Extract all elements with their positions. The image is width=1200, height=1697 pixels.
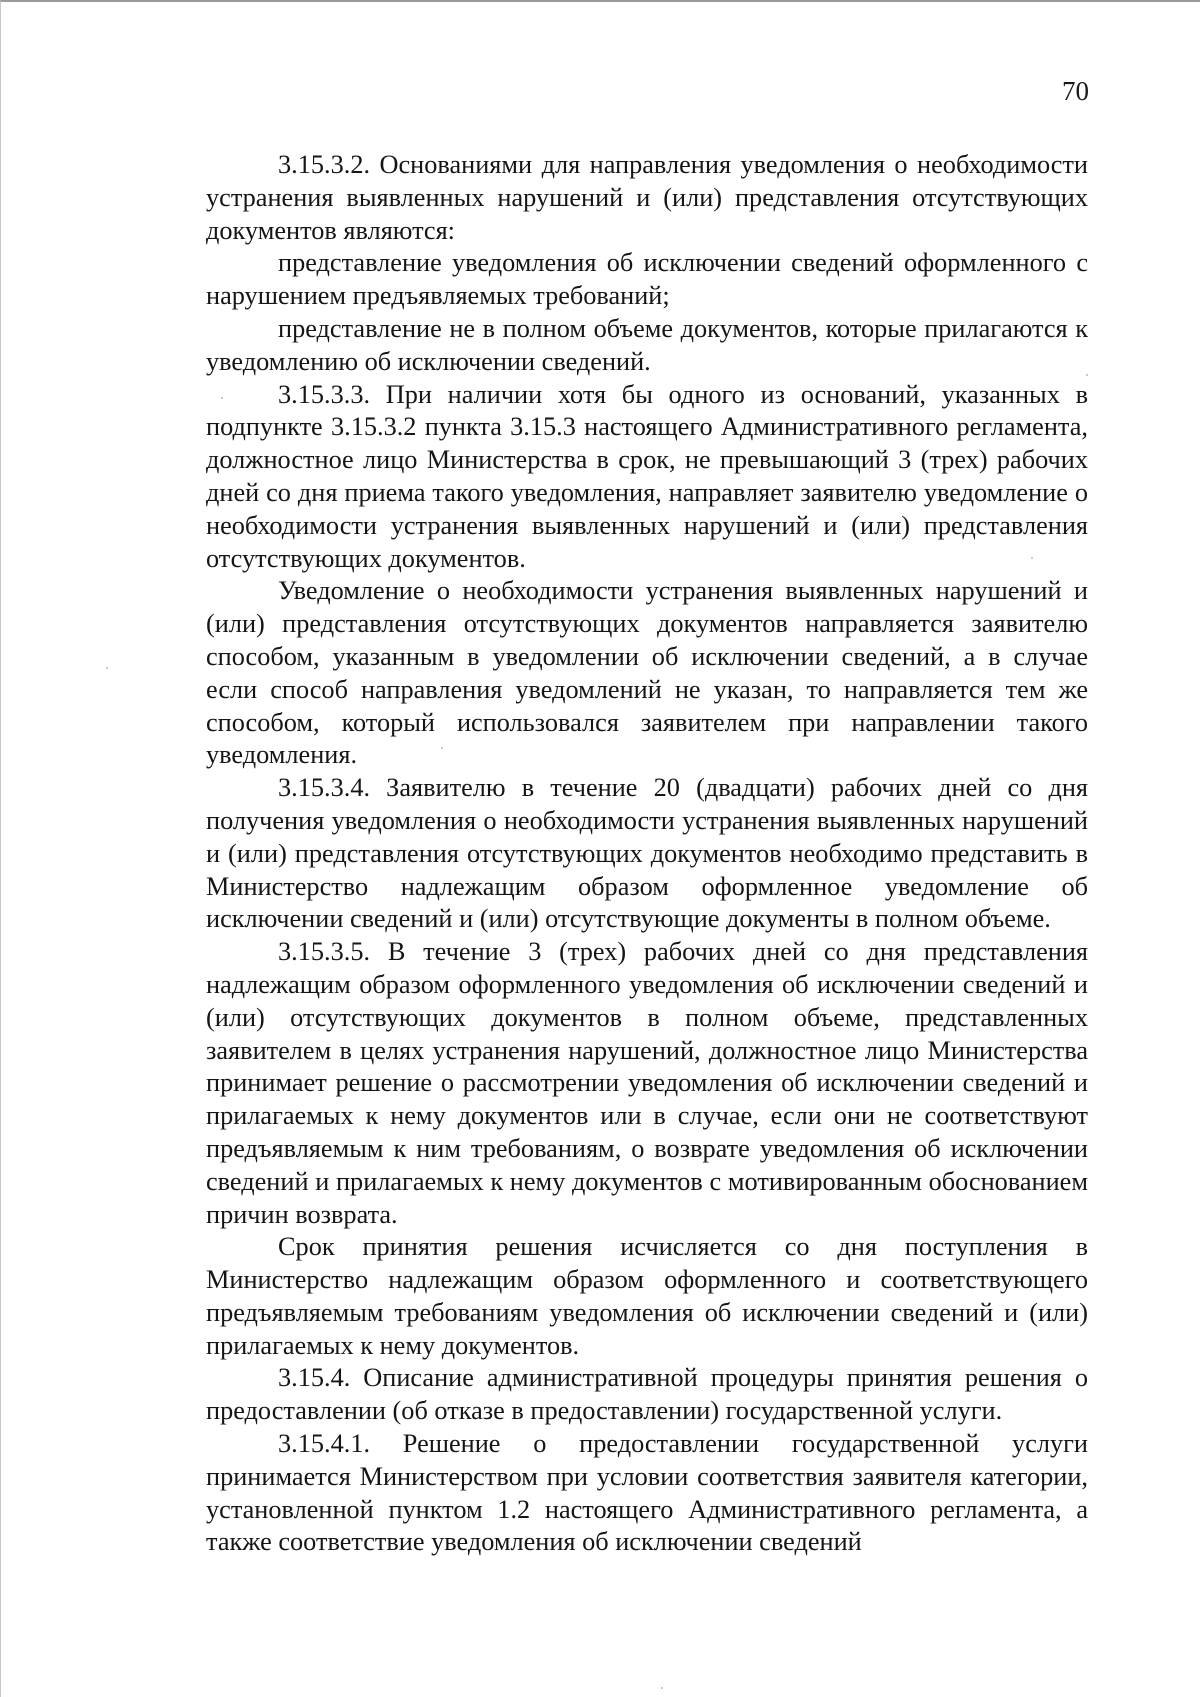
scan-speck	[661, 1687, 663, 1689]
paragraph-3-15-3-5: 3.15.3.5. В течение 3 (трех) рабочих дней со дня представления надлежащим образом оформленного уведомления об исключении сведений и (или) отсутствующих документов в полном объеме, представленных заявителем в целях устранения нарушений, должностное лицо Министерства принимает решение о рассмотрении уведомления об исключении сведений и прилагаемых к нему документов или в случае, если они не соответствуют предъявляемым к ним требованиям, о возврате уведомления об исключении сведений и прилагаемых к нему документов с мотивированным обоснованием причин возврата.	[206, 937, 1088, 1229]
paragraph-ground-2: представление не в полном объеме документов, которые прилагаются к уведомлению об исключении сведений.	[206, 313, 1088, 376]
paragraph-ground-1: представление уведомления об исключении сведений оформленного с нарушением предъявляемых требований;	[206, 248, 1088, 311]
page-number: 70	[1062, 76, 1089, 106]
paragraph-3-15-4: 3.15.4. Описание административной процедуры принятия решения о предоставлении (об отказе в предоставлении) государственной услуги.	[206, 1363, 1088, 1426]
paragraph-notification-method: Уведомление о необходимости устранения выявленных нарушений и (или) представления отсутствующих документов направляется заявителю способом, указанным в уведомлении об исключении сведений, а в случае если способ направления уведомлений не указан, то направляется тем же способом, который использовался заявителем при направлении такого уведомления.	[206, 576, 1088, 770]
paragraph-3-15-3-4: 3.15.3.4. Заявителю в течение 20 (двадцати) рабочих дней со дня получения уведомления о необходимости устранения выявленных нарушений и (или) представления отсутствующих документов необходимо представить в Министерство надлежащим образом оформленное уведомление об исключении сведений и (или) отсутствующие документы в полном объеме.	[206, 773, 1088, 934]
scan-speck	[1031, 557, 1033, 559]
scan-speck	[221, 397, 223, 399]
paragraph-3-15-3-2: 3.15.3.2. Основаниями для направления уведомления о необходимости устранения выявленных нарушений и (или) представления отсутствующих документов являются:	[206, 150, 1088, 245]
scan-speck	[1086, 374, 1088, 376]
paragraph-3-15-3-3: 3.15.3.3. При наличии хотя бы одного из оснований, указанных в подпункте 3.15.3.2 пункта 3.15.3 настоящего Административного регламента, должностное лицо Министерства в срок, не превышающий 3 (трех) рабочих дней со дня приема такого уведомления, направляет заявителю уведомление о необходимости устранения выявленных нарушений и (или) представления отсутствующих документов.	[206, 379, 1088, 573]
scan-speck	[106, 667, 108, 669]
scan-speck	[441, 747, 443, 749]
paragraph-decision-term: Срок принятия решения исчисляется со дня поступления в Министерство надлежащим образом оформленного и соответствующего предъявляемым требованиям уведомления об исключении сведений и (или) прилагаемых к нему документов.	[206, 1232, 1088, 1360]
document-body	[206, 149, 1088, 1559]
paragraph-3-15-4-1: 3.15.4.1. Решение о предоставлении государственной услуги принимается Министерством при условии соответствия заявителя категории, установленной пунктом 1.2 настоящего Административного регламента, а также соответствие уведомления об исключении сведений	[206, 1429, 1088, 1557]
